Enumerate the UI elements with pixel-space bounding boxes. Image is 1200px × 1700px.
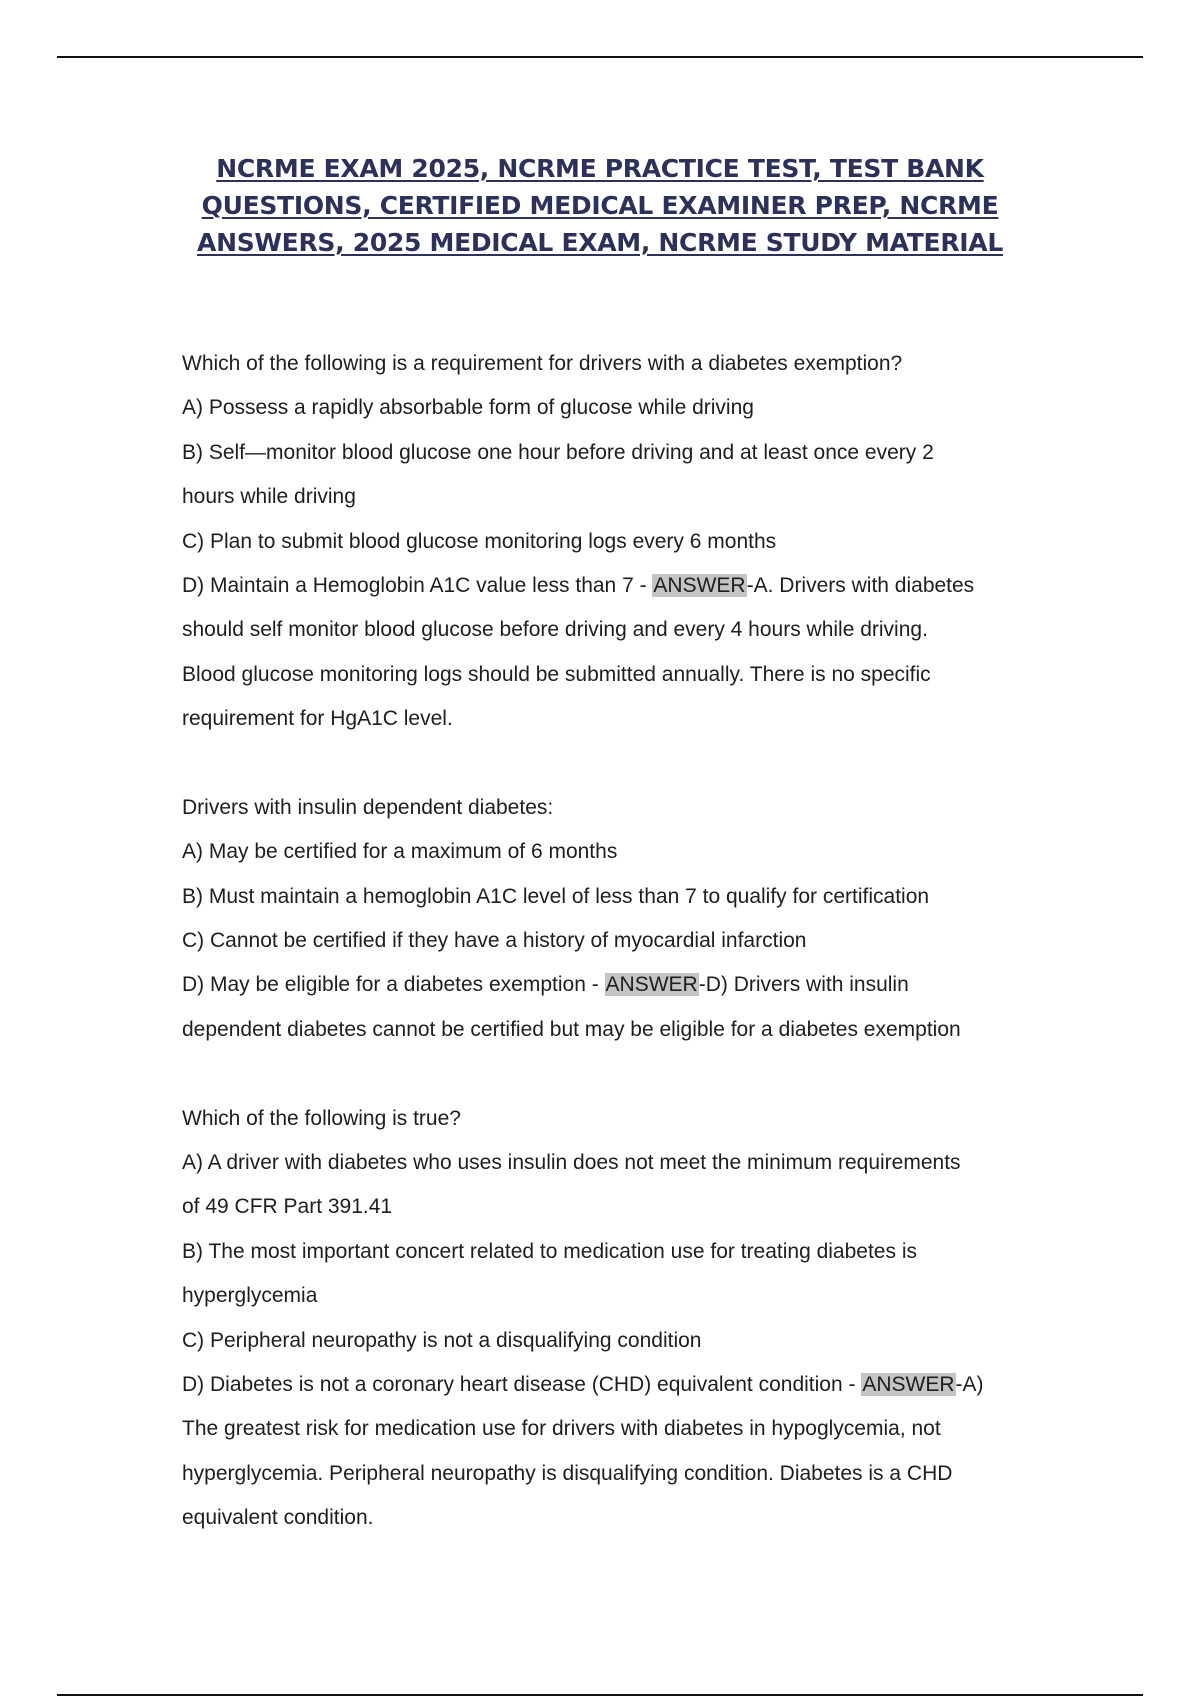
answer-highlight: ANSWER: [862, 1372, 955, 1396]
question-1: [182, 342, 1082, 742]
answer-highlight: ANSWER: [653, 573, 746, 597]
option-a: A) A driver with diabetes who uses insulin does not meet the minimum requirements: [182, 1151, 961, 1175]
answer-text: -A): [955, 1372, 984, 1396]
option-c: C) Peripheral neuropathy is not a disqualifying condition: [182, 1328, 702, 1352]
question-stem: Which of the following is true?: [182, 1106, 461, 1130]
explanation-line: The greatest risk for medication use for drivers with diabetes in hypoglycemia, not: [182, 1417, 941, 1441]
option-b-continued: hours while driving: [182, 485, 356, 509]
title-line: ANSWERS, 2025 MEDICAL EXAM, NCRME STUDY MATERIAL: [197, 228, 1003, 257]
option-a: A) May be certified for a maximum of 6 months: [182, 840, 618, 864]
answer-text: -A. Drivers with diabetes: [746, 573, 975, 597]
option-a-continued: of 49 CFR Part 391.41: [182, 1195, 393, 1219]
option-d-text: D) Diabetes is not a coronary heart disease (CHD) equivalent condition -: [182, 1372, 862, 1396]
option-d: [182, 963, 1082, 1007]
question-stem: Which of the following is a requirement for drivers with a diabetes exemption?: [182, 352, 903, 375]
option-c: C) Cannot be certified if they have a history of myocardial infarction: [182, 929, 807, 953]
answer-text: -D) Drivers with insulin: [698, 973, 909, 997]
question-3: [182, 1097, 1082, 1541]
option-d: [182, 564, 1082, 608]
option-d-text: D) May be eligible for a diabetes exemption -: [182, 973, 605, 997]
answer-highlight: ANSWER: [605, 973, 698, 997]
question-stem: Drivers with insulin dependent diabetes:: [182, 795, 554, 819]
option-b: B) Must maintain a hemoglobin A1C level of less than 7 to qualify for certification: [182, 884, 930, 908]
option-a: A) Possess a rapidly absorbable form of glucose while driving: [182, 396, 754, 420]
option-d: [182, 1363, 1082, 1407]
spacer: [182, 1052, 1082, 1096]
explanation-line: Blood glucose monitoring logs should be submitted annually. There is no specific: [182, 662, 931, 686]
title-line: QUESTIONS, CERTIFIED MEDICAL EXAMINER PREP, NCRME: [201, 191, 999, 220]
document-title: [150, 150, 1050, 261]
spacer: [182, 742, 1082, 786]
option-b-continued: hyperglycemia: [182, 1284, 318, 1308]
document-body: [182, 342, 1082, 1541]
top-rule: [57, 56, 1143, 58]
option-b: B) The most important concert related to medication use for treating diabetes is: [182, 1239, 917, 1263]
option-c: C) Plan to submit blood glucose monitoring logs every 6 months: [182, 529, 777, 553]
explanation-line: should self monitor blood glucose before driving and every 4 hours while driving.: [182, 618, 928, 642]
option-b: B) Self—monitor blood glucose one hour before driving and at least once every 2: [182, 440, 934, 464]
explanation-line: requirement for HgA1C level.: [182, 707, 453, 731]
explanation-line: dependent diabetes cannot be certified but may be eligible for a diabetes exemption: [182, 1017, 961, 1041]
explanation-line: equivalent condition.: [182, 1506, 374, 1530]
explanation-line: hyperglycemia. Peripheral neuropathy is disqualifying condition. Diabetes is a CHD: [182, 1461, 953, 1485]
option-d-text: D) Maintain a Hemoglobin A1C value less than 7 -: [182, 573, 653, 597]
question-2: [182, 786, 1082, 1052]
bottom-rule: [57, 1694, 1143, 1696]
title-line: NCRME EXAM 2025, NCRME PRACTICE TEST, TEST BANK: [216, 154, 984, 183]
